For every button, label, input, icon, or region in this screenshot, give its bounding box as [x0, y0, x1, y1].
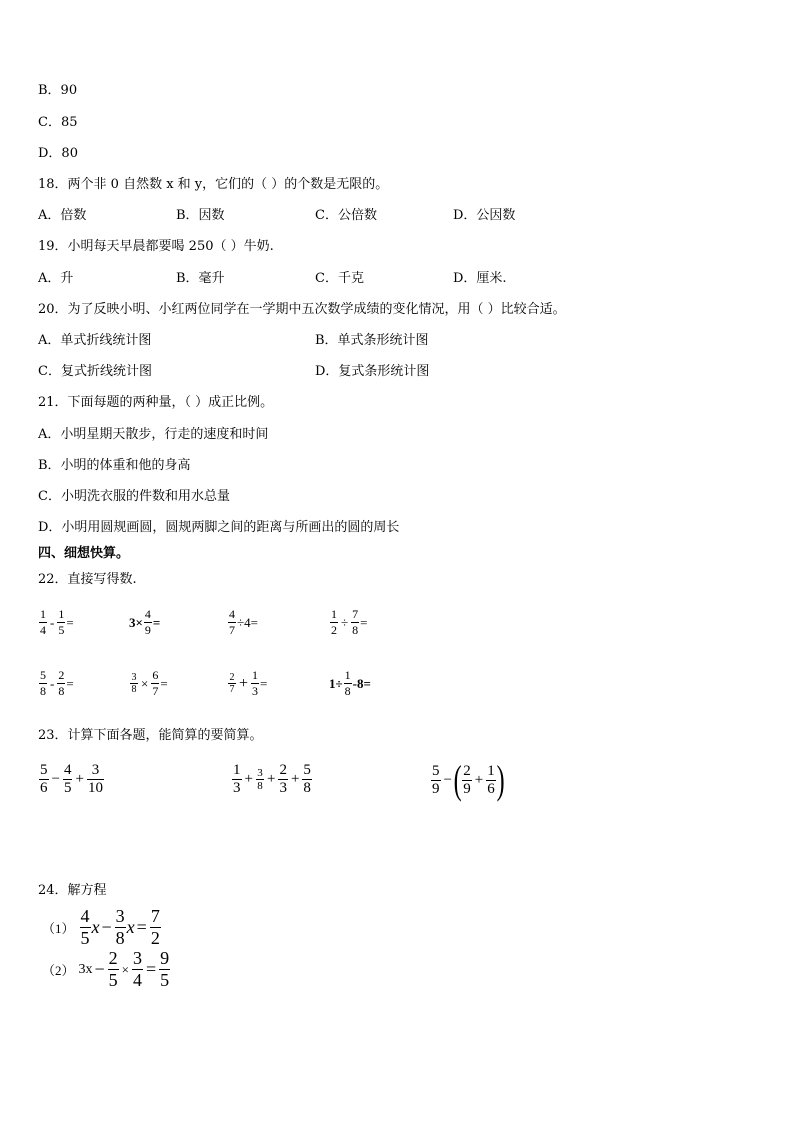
q22-expr-5: $\frac{5}{8}$ - $\frac{2}{8}$ = [40, 668, 74, 698]
q20-option-c: C．复式折线统计图 [38, 364, 152, 379]
q19-option-b: B．毫升 [176, 271, 225, 286]
q21-option-c: C．小明洗衣服的件数和用水总量 [38, 489, 230, 504]
q19-option-a: A．升 [38, 271, 74, 286]
q20-option-a: A．单式折线统计图 [38, 333, 152, 348]
q19-option-d: D．厘米. [453, 271, 507, 286]
q19-option-c: C．千克 [315, 271, 364, 286]
q23-expr-3: $\frac{5}{9}$ − ( $\frac{2}{9}$ + $\frac{1}{6}$ ) [432, 757, 505, 802]
q17-option-c: C．85 [38, 115, 78, 130]
q22-expr-6: $\frac{3}{8}$ × $\frac{6}{7}$ = [131, 668, 168, 698]
q23-stem: 23．计算下面各题，能简算的要简算。 [38, 728, 263, 743]
q20-option-b: B．单式条形统计图 [315, 333, 429, 348]
q21-option-a: A．小明星期天散步，行走的速度和时间 [38, 427, 269, 442]
q18-stem: 18．两个非 0 自然数 x 和 y，它们的（ ）的个数是无限的。 [38, 177, 389, 192]
q21-option-b: B．小明的体重和他的身高 [38, 458, 191, 473]
q22-expr-3: $\frac{4}{7}$ ÷4= [229, 607, 258, 637]
q18-option-a: A．倍数 [38, 208, 87, 223]
q22-expr-7: $\frac{2}{7}$ + $\frac{1}{3}$ = [229, 668, 268, 698]
q21-stem: 21．下面每题的两种量，（ ）成正比例。 [38, 395, 274, 410]
q22-expr-1: $\frac{1}{4}$ - $\frac{1}{5}$ = [40, 607, 74, 637]
q18-option-c: C．公倍数 [315, 208, 377, 223]
q22-expr-2: 3× $\frac{4}{9}$ = [129, 607, 161, 637]
q22-expr-4: $\frac{1}{2}$ ÷ $\frac{7}{8}$ = [331, 607, 368, 637]
section-heading: 四、细想快算。 [38, 546, 130, 561]
q19-stem: 19．小明每天早晨都要喝 250（ ）牛奶. [38, 239, 274, 254]
q18-option-d: D．公因数 [453, 208, 516, 223]
q17-option-b: B．90 [38, 83, 78, 98]
q24-equation-1: （1） $\frac{4}{5}$ x − $\frac{3}{8}$ x = $\frac{7}{2}$ [42, 906, 160, 948]
q20-stem: 20．为了反映小明、小红两位同学在一学期中五次数学成绩的变化情况，用（ ）比较合适。 [38, 302, 566, 317]
q23-expr-2: $\frac{1}{3}$ + $\frac{3}{8}$ + $\frac{2}{3}$ + $\frac{5}{8}$ [233, 762, 311, 796]
q17-option-d: D．80 [38, 146, 78, 161]
q22-expr-8: 1÷ $\frac{1}{8}$ -8= [329, 668, 371, 698]
q18-option-b: B．因数 [176, 208, 225, 223]
q24-stem: 24．解方程 [38, 883, 107, 898]
q20-option-d: D．复式条形统计图 [315, 364, 430, 379]
q21-option-d: D．小明用圆规画圆，圆规两脚之间的距离与所画出的圆的周长 [38, 520, 400, 535]
q22-stem: 22．直接写得数. [38, 572, 137, 587]
q24-equation-2: （2） 3x − $\frac{2}{5}$ × $\frac{3}{4}$ = $\frac{9}{5}$ [42, 948, 170, 990]
q23-expr-1: $\frac{5}{6}$ − $\frac{4}{5}$ + $\frac{3}{10}$ [40, 762, 103, 796]
